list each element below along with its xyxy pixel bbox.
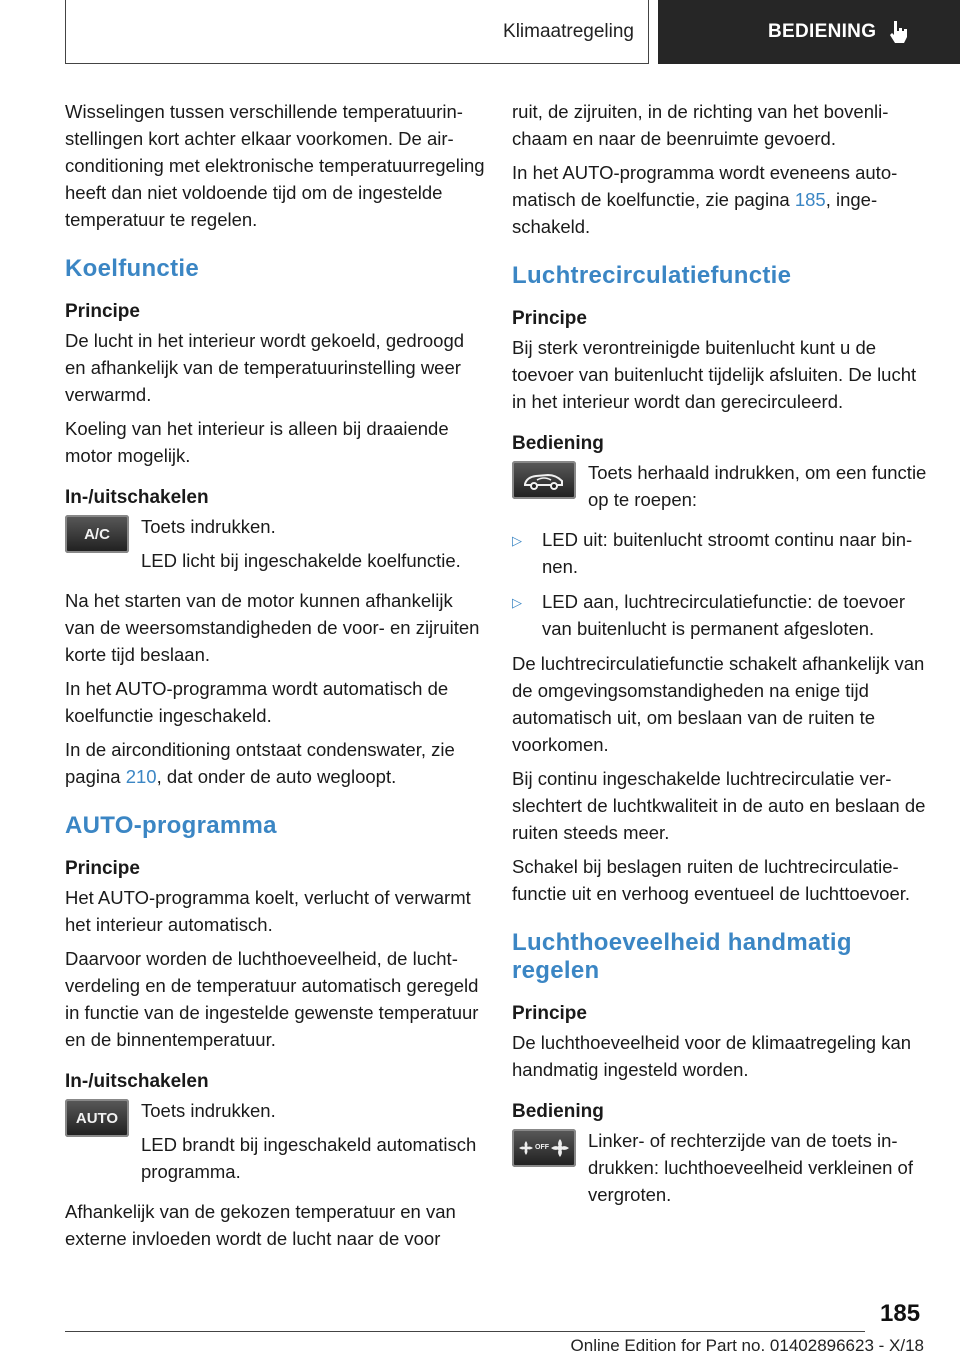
page-number: 185: [880, 1300, 921, 1327]
page-link-210[interactable]: 210: [125, 766, 157, 787]
ac-button-label: A/C: [84, 525, 110, 543]
koel-paragraph-5: In de airconditioning ontstaat condenswater, zie pagina 210, dat onder de auto wegloopt.: [65, 739, 455, 787]
hoev-principe-heading: Principe: [512, 1003, 587, 1024]
fan-step: Linker- of rechterzijde van de toets indrukken: luchthoeveelheid verkleinen of vergroten.: [588, 1130, 913, 1205]
continued-paragraph: ruit, de zijruiten, in de richting van het bovenlichaam en naar de beenruimte gevoerd.: [512, 101, 889, 149]
ac-button-icon: [65, 515, 129, 553]
hoev-paragraph-1: De luchthoeveelheid voor de klimaatregeling kan handmatig ingesteld worden.: [512, 1032, 912, 1080]
ac-button-row: [65, 513, 485, 581]
footer-divider: [65, 1331, 865, 1332]
recirc-button-row: [512, 459, 932, 520]
koelfunctie-heading: Koelfunctie: [65, 255, 199, 282]
auto-koel-paragraph: In het AUTO-programma wordt eveneens automatisch de koelfunctie, zie pagina 185, ingeschakeld.: [512, 162, 898, 237]
recirc-paragraph-3: Bij continu ingeschakelde luchtrecirculatie verslechtert de luchtkwaliteit in de auto en beslaan de ruiten steeds meer.: [512, 768, 926, 843]
auto-step-2: LED brandt bij ingeschakeld automatisch programma.: [141, 1134, 477, 1182]
page-link-185[interactable]: 185: [794, 189, 826, 210]
auto-principe-heading: Principe: [65, 858, 140, 879]
luchthoeveelheid-heading: Luchthoeveelheid handmatig regelen: [512, 929, 852, 984]
auto-paragraph-1: Het AUTO-programma koelt, verlucht of verwarmt het interieur automatisch.: [65, 887, 471, 935]
recirc-paragraph-4: Schakel bij beslagen ruiten de luchtrecirculatiefunctie uit en verhoog eventueel de luchttoevoer.: [512, 856, 911, 904]
header-chapter-label: BEDIENING: [768, 21, 877, 42]
hoev-bediening-heading: Bediening: [512, 1101, 604, 1122]
intro-paragraph: Wisselingen tussen verschillende temperatuurinstellingen kort achter elkaar voorkomen. De airconditioning met elektronische temperatuurregeling heeft dan niet voldoende tijd om de ingestelde temperatuur te regelen.: [65, 101, 485, 230]
recirc-paragraph-1: Bij sterk verontreinigde buitenlucht kunt u de toevoer van buitenlucht tijdelijk afsluiten. De lucht in het interieur wordt dan gerecirculeerd.: [512, 337, 917, 412]
auto-paragraph-3: Afhankelijk van de gekozen temperatuur en van externe invloeden wordt de lucht naar de voor: [65, 1201, 456, 1249]
auto-paragraph-2: Daarvoor worden de luchthoeveelheid, de luchtverdeling en de temperatuur automatisch geregeld in functie van de ingestelde gewenste temperatuur en de binnentemperatuur.: [65, 948, 479, 1050]
recirc-bullet-1-text: LED uit: buitenlucht stroomt continu naar binnen.: [542, 529, 913, 577]
left-column: [65, 98, 485, 1259]
recirc-bullet-2-text: LED aan, luchtrecirculatiefunctie: de toevoer van buitenlucht is permanent afgesloten.: [542, 591, 906, 639]
koel-principe-heading: Principe: [65, 301, 140, 322]
bullet-arrow-icon: ▷: [512, 533, 522, 548]
bullet-arrow-icon: ▷: [512, 595, 522, 610]
recirculatie-heading: Luchtrecirculatiefunctie: [512, 262, 792, 289]
auto-button-label: AUTO: [75, 1109, 119, 1127]
koel-paragraph-2: Koeling van het interieur is alleen bij draaiende motor mogelijk.: [65, 418, 449, 466]
auto-schakel-heading: In-/uitschakelen: [65, 1071, 209, 1092]
auto-programma-heading: AUTO-programma: [65, 812, 277, 839]
recirculation-car-icon: [512, 461, 576, 499]
hand-pointer-icon: [888, 19, 910, 45]
auto-button-icon: [65, 1099, 129, 1137]
footer-edition: Online Edition for Part no. 01402896623 - X/18: [570, 1336, 924, 1355]
recirc-bediening-heading: Bediening: [512, 433, 604, 454]
ac-step-2: LED licht bij ingeschakelde koelfunctie.: [141, 550, 461, 571]
fan-button-icon: [512, 1129, 576, 1167]
right-column: [512, 98, 932, 1221]
recirc-principe-heading: Principe: [512, 308, 587, 329]
auto-button-row: [65, 1097, 485, 1192]
fan-large-icon: [551, 1139, 569, 1157]
koel-paragraph-4: In het AUTO-programma wordt automatisch de koelfunctie ingeschakeld.: [65, 678, 449, 726]
koel-paragraph-3: Na het starten van de motor kunnen afhankelijk van de weersomstandigheden de voor- en zijruiten korte tijd beslaan.: [65, 590, 480, 665]
ac-step-1: Toets indrukken.: [141, 516, 276, 537]
fan-button-row: [512, 1127, 932, 1215]
fan-small-icon: [519, 1141, 533, 1155]
auto-step-1: Toets indrukken.: [141, 1100, 276, 1121]
recirc-step: Toets herhaald indrukken, om een functie op te roepen:: [588, 462, 927, 510]
koel-paragraph-1: De lucht in het interieur wordt gekoeld, gedroogd en afhankelijk van de temperatuurinstelling weer verwarmd.: [65, 330, 465, 405]
header-section-label: Klimaatregeling: [503, 20, 634, 42]
header-section: [65, 0, 649, 64]
recirc-paragraph-2: De luchtrecirculatiefunctie schakelt afhankelijk van de omgevingsomstandigheden na enige tijd automatisch uit, om beslaan van de ruiten te voorkomen.: [512, 653, 925, 755]
recirc-bullet-1: [512, 526, 932, 580]
fan-off-label: OFF: [535, 1144, 549, 1151]
header-chapter: [658, 0, 960, 64]
recirc-bullet-2: [512, 588, 932, 642]
koel-schakel-heading: In-/uitschakelen: [65, 487, 209, 508]
